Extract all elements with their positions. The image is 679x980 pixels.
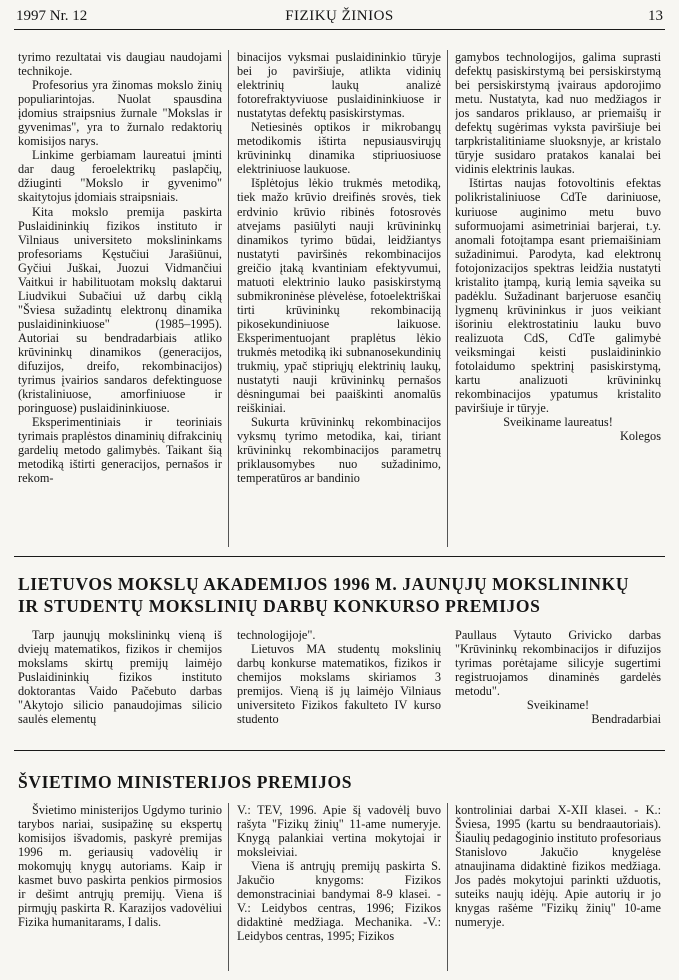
paragraph: kontroliniai darbai X-XII klasei. - K.: Šviesa, 1995 (kartu su bendraautoriais). Šiaulių pedagoginio instituto profesoriaus Stanislovo Jakučio knygelėse atnaujinama didaktinė fizikos medžiaga. Jos padės mokytojui parinkti užduotis, suteiks naujų idėjų. Apie autorių ir jo knygas rašėme "Fizikų žinių" 10-ame numeryje. (455, 803, 661, 930)
paragraph: Lietuvos MA studentų mokslinių darbų konkurse matematikos, fizikos ir chemijos mokslams skiriamos 3 premijos. Vieną iš jų laimėjo Vilniaus universiteto Fizikos fakulteto IV kurso studento (237, 642, 441, 727)
article2-column3 (455, 628, 661, 738)
paragraph: Profesorius yra žinomas mokslo žinių populiarintojas. Nuolat spausdina įdomius straipsnius žurnale "Mokslas ir gyvenimas", yra to žurnalo redaktorių komisijos narys. (18, 78, 222, 149)
section-heading: IR STUDENTŲ MOKSLINIŲ DARBŲ KONKURSO PREMIJOS (18, 596, 541, 616)
column-divider (228, 50, 229, 547)
paragraph: Paullaus Vytauto Grivicko darbas "Krūvininkų rekombinacijos ir difuzijos tyrimas porėtajame silicyje sugertimi registruojamos dinaminės gardelės metodu". (455, 628, 661, 699)
paragraph: gamybos technologijos, galima suprasti defektų pasiskirstymą bei persiskirstymą bei persiskirstymą įvairaus apdorojimo metu. Nustatyta, kad nuo medžiagos ir jos sandaros priklauso, ar priemaišų ir defektų sugėrimas vyksta paviršiuje bei tarpkristalitiniame sluoksnyje, ar kristalo tūryje susidaro pratakos kanalai bei vidinis elektrinis laukas. (455, 50, 661, 177)
paragraph: Ištirtas naujas fotovoltinis efektas polikristaliniuose CdTe dariniuose, kuriuose auginimo metu buvo suformuojami asimetriniai barjerai, t.y. anomali fotoįtampa esant priemaišiniam sužadinimui. Parodyta, kad elektronų fotojonizacijos spektras leidžia nustatyti kristalito įtampą, kurią lemia sąveika su padėklu. Sužadinant barjeruose esančių lygmenų krūvininkus ir juos veikiant išoriniu elektrostatiniu lauku buvo realizuota CdS, CdTe galimybė veiksmingai keisti puslaidininkio fotolaidumo spektrinį pasiskirstymą, kartu analizuoti krūvininkų rekombinacijos ypatumus kristalito paviršiuje ir tūryje. (455, 176, 661, 416)
article2-column1 (18, 628, 222, 728)
paragraph: Sukurta krūvininkų rekombinacijos vyksmų tyrimo metodika, kai, tiriant krūvininkų rekombinacijos parametrų priklausomybes nuo sužadinimo, temperatūros ar bandinio (237, 415, 441, 486)
page-header (16, 6, 663, 26)
paragraph: Linkime gerbiamam laureatui įminti dar daug feroelektrikų paslapčių, džiuginti "Mokslo ir gyvenimo" skaitytojus įdomiais straipsniais. (18, 148, 222, 205)
article3-column3 (455, 803, 661, 973)
paragraph: technologijoje". (237, 628, 316, 642)
paragraph: Viena iš antrųjų premijų paskirta S. Jakučio knygoms: Fizikos demonstraciniai bandymai 8-9 klasei. -V.: Leidybos centras, 1996; Fizikos didaktinė medžiaga. Mechanika. -V.: Leidybos centras, 1995; Fizikos (237, 859, 441, 944)
section-heading: ŠVIETIMO MINISTERIJOS PREMIJOS (18, 772, 353, 792)
closing-greeting: Sveikiname laureatus! (503, 415, 613, 430)
signature: Bendradarbiai (591, 712, 661, 727)
paragraph: Netiesinės optikos ir mikrobangų metodikomis ištirta nepusiausvirųjų krūvininkų dinamika stipriuosiuose elektriniuose laukuose. (237, 120, 441, 177)
paragraph: Kita mokslo premija paskirta Puslaidininkių fizikos instituto ir Vilniaus universiteto mokslininkams profesoriams Kęstučiui Jarašiūnui, Gyčiui Juškai, Juozui Vidmančiui Vaitkui ir habilituotam mokslų daktarui Liudvikui Subačiui už darbų ciklą "Šviesa sužadintų elektronų dinamika puslaidininkiuose" (1985–1995). Autoriai su bendradarbiais atliko krūvininkų dinamikos (generacijos, difuzijos, dreifo, rekombinacijos) tyrimus įvairios sandaros defektinguose (kristaliniuose, amorfiniuose ir poringuose) puslaidininkiuose. (18, 204, 222, 416)
header-rule (14, 29, 665, 30)
paragraph: tyrimo rezultatai vis daugiau naudojami technikoje. (18, 50, 222, 79)
issue-label: 1997 Nr. 12 (16, 8, 88, 24)
column-divider (447, 803, 448, 971)
paragraph: Eksperimentiniais ir teoriniais tyrimais praplėstos dinaminių difrakcinių gardelių metodo galimybės. Taikant šią metodiką ištirti generacijos, pernašos ir rekom- (18, 415, 222, 486)
page-number: 13 (648, 8, 663, 24)
article3-column1 (18, 803, 222, 973)
section-rule (14, 750, 665, 751)
paragraph: V.: TEV, 1996. Apie šį vadovėlį buvo rašyta "Fizikų žinių" 11-ame numeryje. Knygą palankiai vertina mokytojai ir moksleiviai. (237, 803, 441, 860)
paragraph: binacijos vyksmai puslaidininkio tūryje bei jo paviršiuje, atlikta vidinių elektrinių laukų analizė fotorefraktyviuose puslaidininkiuose ir nustatytas defektų pasiskirstymas. (237, 50, 441, 121)
publication-title: FIZIKŲ ŽINIOS (285, 8, 394, 24)
section-rule (14, 556, 665, 557)
paragraph: Išplėtojus lėkio trukmės metodiką, tiek mažo krūvio dreifinės srovės, tiek erdvinio krūvio ribinės fotosrovės atvejams pasiūlyti nauji krūvininkų dinamikos tyrimo būdai, leidžiantys nustatyti paviršinės rekombinacijos greičio įtaką kvantiniam efektyvumui, matuoti elektrinio lauko pasiskirstymą submikroninėse plėvelėse, fotoelektriškai tirti krūvininkų rekombinaciją pikosekundiniuose laikuose. Eksperimentuojant praplėtus lėkio trukmės metodiką iki subnanosekundinių trukmių, ypač stipriųjų elektrinių laukų, nustatyti nauji krūvininkų pernašos dėsningumai bei paaiškinti anomalūs reiškiniai. (237, 176, 441, 416)
column-divider (228, 803, 229, 971)
paragraph: Švietimo ministerijos Ugdymo turinio tarybos nariai, susipažinę su ekspertų komisijos išvadomis, paskyrė premijas 1996 m. geriausių vadovėlių ir mokomųjų knygų autoriams. Kaip ir kasmet buvo paskirta penkios pirmosios ir dešimt antrųjų premijų. Viena iš pirmųjų paskirta R. Karazijos vadovėliui Fizika humanitarams, I dalis. (18, 803, 222, 930)
closing-greeting: Sveikiname! (526, 698, 590, 713)
signature: Kolegos (620, 429, 661, 444)
section-heading: LIETUVOS MOKSLŲ AKADEMIJOS 1996 M. JAUNŲJŲ MOKSLININKŲ (18, 574, 630, 594)
article3-column2 (237, 803, 441, 973)
article1-column2 (237, 50, 441, 550)
article1-column3 (455, 50, 661, 550)
column-divider (447, 50, 448, 547)
paragraph: Tarp jaunųjų mokslininkų vieną iš dviejų matematikos, fizikos ir chemijos mokslams skirtų premijų laimėjo Puslaidininkių fizikos instituto doktorantas Vaido Pačebuto darbas "Akytojo silicio panaudojimas silicio saulės elementų (18, 628, 222, 727)
article1-column1 (18, 50, 222, 550)
article2-column2 (237, 628, 441, 728)
